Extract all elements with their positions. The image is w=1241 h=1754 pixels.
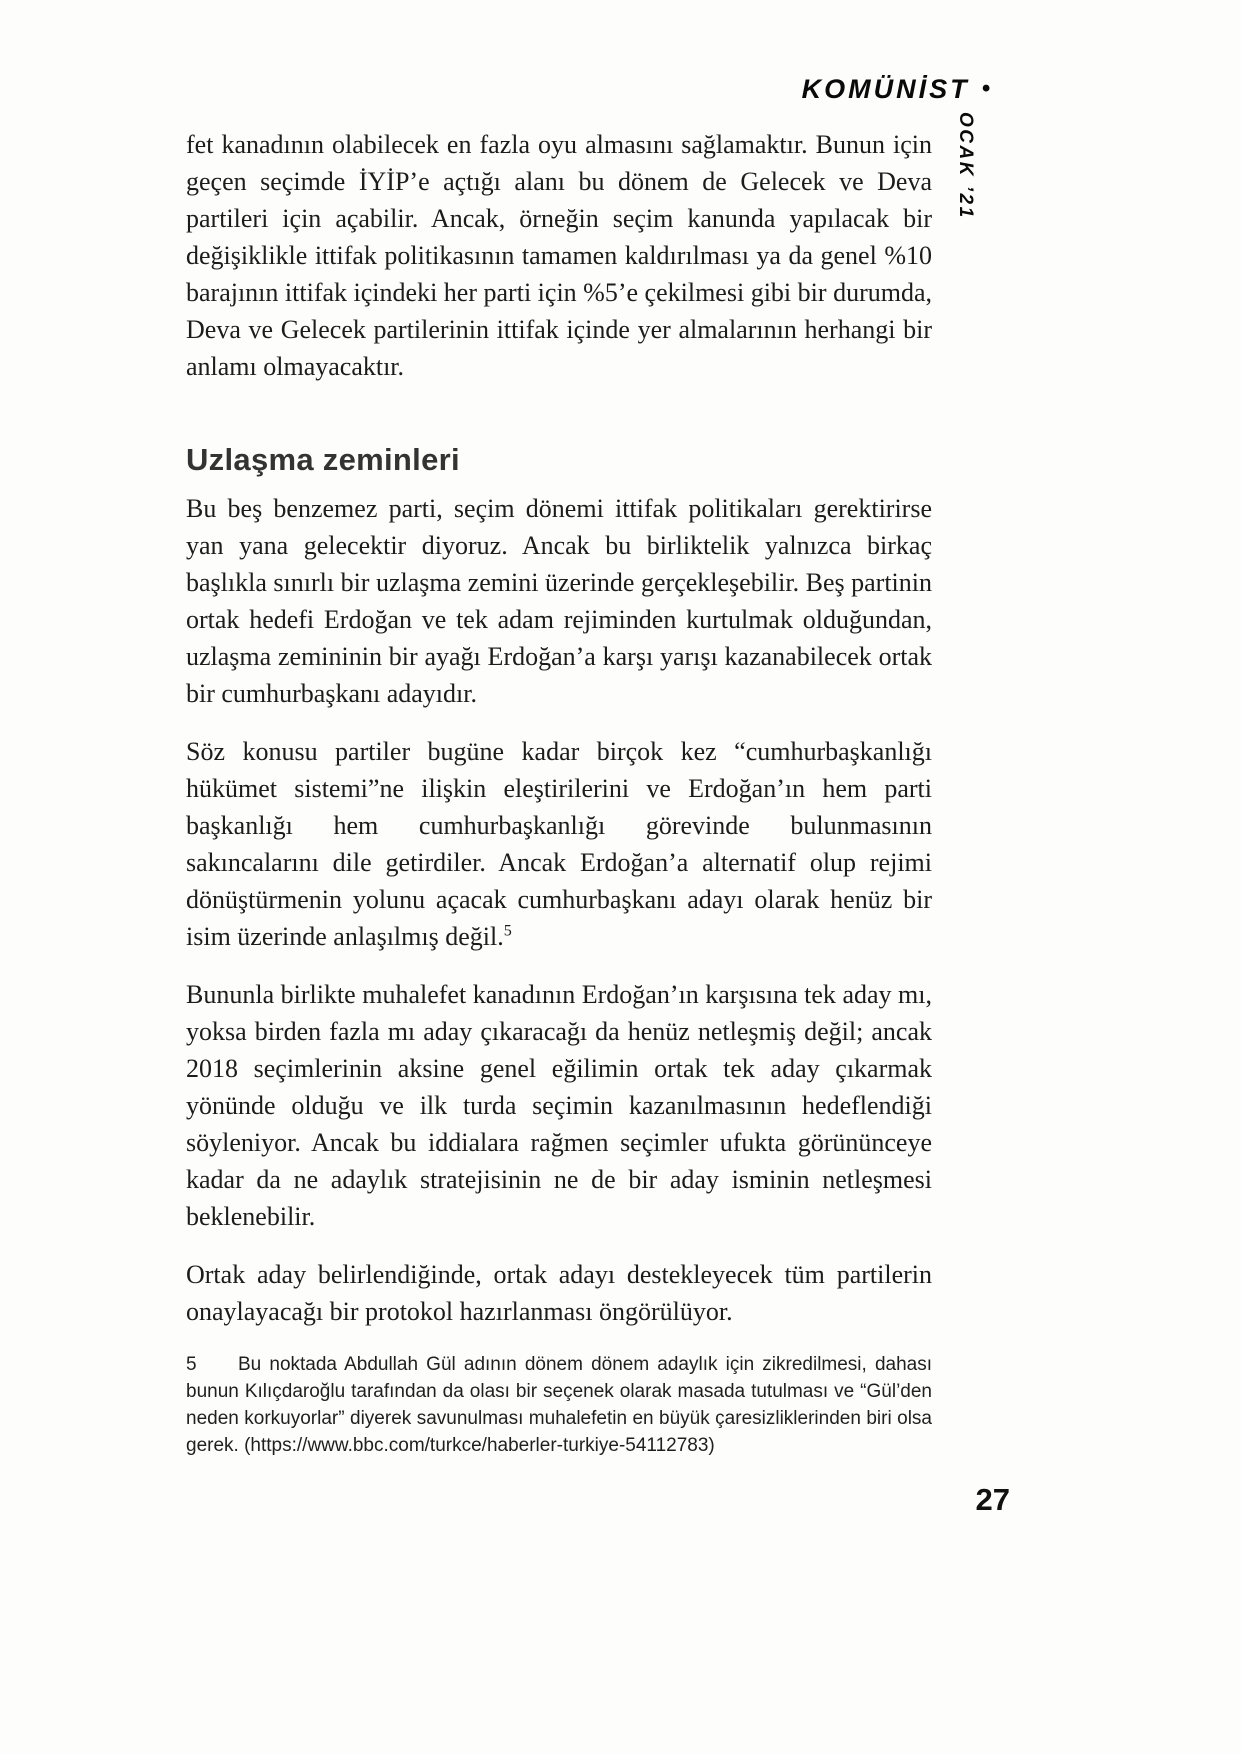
paragraph-text: fet kanadının olabilecek en fazla oyu almasını sağlamaktır. Bunun için geçen seçimde İYİP’e açtığı alanı bu dönem de Gelecek ve Deva partileri için açabilir. Ancak, örneğin seçim kanunda yapılacak bir değişiklikle ittifak politikasının tamamen kaldırılması ya da genel %10 barajının ittifak içindeki her parti için %5’e çekilmesi gibi bir durumda, Deva ve Gelecek partilerinin ittifak içinde yer almalarının herhangi bir anlamı olmayacaktır. — [186, 130, 932, 381]
paragraph-text: Ortak aday belirlendiğinde, ortak adayı destekleyecek tüm partilerin onaylayacağı bir protokol hazırlanması öngörülüyor. — [186, 1260, 932, 1327]
paragraph-intro — [186, 126, 932, 385]
footnote-text: Bu noktada Abdullah Gül adının dönem dönem adaylık için zikredilmesi, dahası bunun Kılıçdaroğlu tarafından da olası bir seçenek olarak masada tutulması ve “Gül’den neden korkuyorlar” diyerek savunulması muhalefetin en büyük çaresizliklerinden biri olsa gerek. — [186, 1354, 932, 1457]
paragraph-text: Bununla birlikte muhalefet kanadının Erdoğan’ın karşısına tek aday mı, yoksa birden fazla mı aday çıkaracağı da henüz netleşmiş değil; ancak 2018 seçimlerinin aksine genel eğilimin ortak tek aday çıkarmak yönünde olduğu ve ilk turda seçimin kazanılmasının hedeflendiği söyleniyor. Ancak bu iddialara rağmen seçimler ufukta görününceye kadar da ne adaylık stratejisinin ne de bir aday isminin netleşmesi beklenebilir. — [186, 980, 932, 1232]
masthead-bullet-icon: • — [981, 75, 990, 102]
footnote — [186, 1351, 932, 1459]
paragraph — [186, 490, 932, 712]
footnote-url: (https://www.bbc.com/turkce/haberler-turkiye-54112783) — [244, 1435, 715, 1457]
paragraph-text: Bu beş benzemez parti, seçim dönemi ittifak politikaları gerektirirse yan yana gelecektir diyoruz. Ancak bu birliktelik yalnızca birkaç başlıkla sınırlı bir uzlaşma zemini üzerinde gerçekleşebilir. Beş partinin ortak hedefi Erdoğan ve tek adam rejiminden kurtulmak olduğundan, uzlaşma zemininin bir ayağı Erdoğan’a karşı yarışı kazanabilecek ortak bir cumhurbaşkanı adayıdır. — [186, 494, 932, 709]
paragraph — [186, 733, 932, 955]
article-body — [186, 126, 932, 1459]
footnote-ref: 5 — [503, 922, 512, 940]
paragraph — [186, 976, 932, 1235]
page-number: 27 — [975, 1482, 1010, 1517]
magazine-title: KOMÜNİST — [801, 74, 970, 104]
issue-date: OCAK ’21 — [955, 112, 976, 220]
paragraph-text: Söz konusu partiler bugüne kadar birçok kez “cumhurbaşkanlığı hükümet sistemi”ne ilişkin eleştirilerini ve Erdoğan’ın hem parti başkanlığı hem cumhurbaşkanlığı görevinde bulunmasının sakıncalarını dile getirdiler. Ancak Erdoğan’a alternatif olup rejimi dönüştürmenin yolunu açacak cumhurbaşkanı adayı olarak henüz bir isim üzerinde anlaşılmış değil. — [186, 737, 932, 952]
masthead — [802, 74, 990, 105]
section-heading: Uzlaşma zeminleri — [186, 442, 460, 477]
paragraph — [186, 1256, 932, 1330]
footnote-number: 5 — [186, 1354, 197, 1376]
